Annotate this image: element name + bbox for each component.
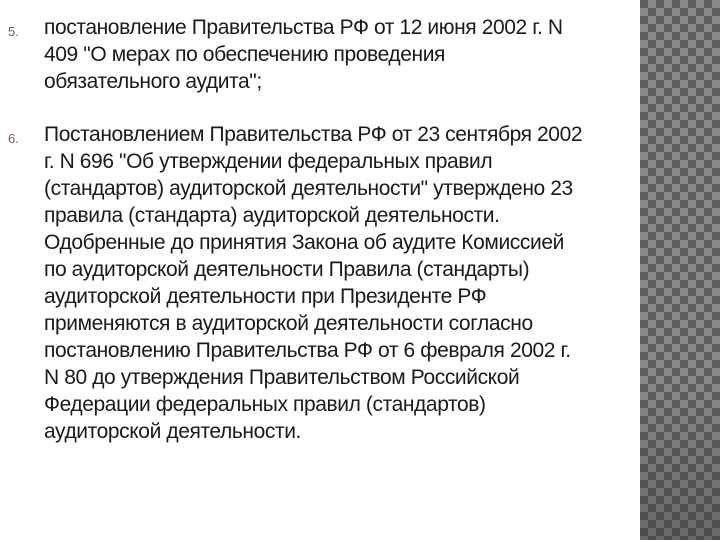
text-line: аудиторской деятельности.: [44, 420, 301, 443]
text-line: Федерации федеральных правил (стандартов): [44, 393, 486, 416]
text-line: г. N 696 "Об утверждении федеральных правил: [44, 150, 493, 173]
list-item: [0, 14, 625, 95]
list-item-text: [44, 14, 625, 95]
text-line: N 80 до утверждения Правительством Российской: [44, 366, 520, 389]
text-line: по аудиторской деятельности Правила (стандарты): [44, 258, 530, 281]
text-line: постановлению Правительства РФ от 6 февраля 2002 г.: [44, 339, 571, 362]
list-item-number: 5.: [8, 24, 19, 39]
text-line: применяются в аудиторской деятельности согласно: [44, 312, 533, 335]
slide-content: [0, 14, 625, 445]
text-line: постановление Правительства РФ от 12 июня 2002 г. N: [44, 16, 563, 39]
text-line: Постановлением Правительства РФ от 23 сентября 2002: [44, 123, 583, 146]
list-item: [0, 121, 625, 445]
decorative-side-pattern: [640, 0, 720, 540]
list-item-text: [44, 121, 625, 445]
text-line: аудиторской деятельности при Президенте РФ: [44, 285, 487, 308]
text-line: правила (стандарта) аудиторской деятельности.: [44, 204, 500, 227]
text-line: обязательного аудита";: [44, 70, 262, 93]
text-line: (стандартов) аудиторской деятельности" утверждено 23: [44, 177, 573, 200]
text-line: Одобренные до принятия Закона об аудите Комиссией: [44, 231, 564, 254]
text-line: 409 "О мерах по обеспечению проведения: [44, 43, 446, 66]
list-item-number: 6.: [8, 131, 19, 146]
